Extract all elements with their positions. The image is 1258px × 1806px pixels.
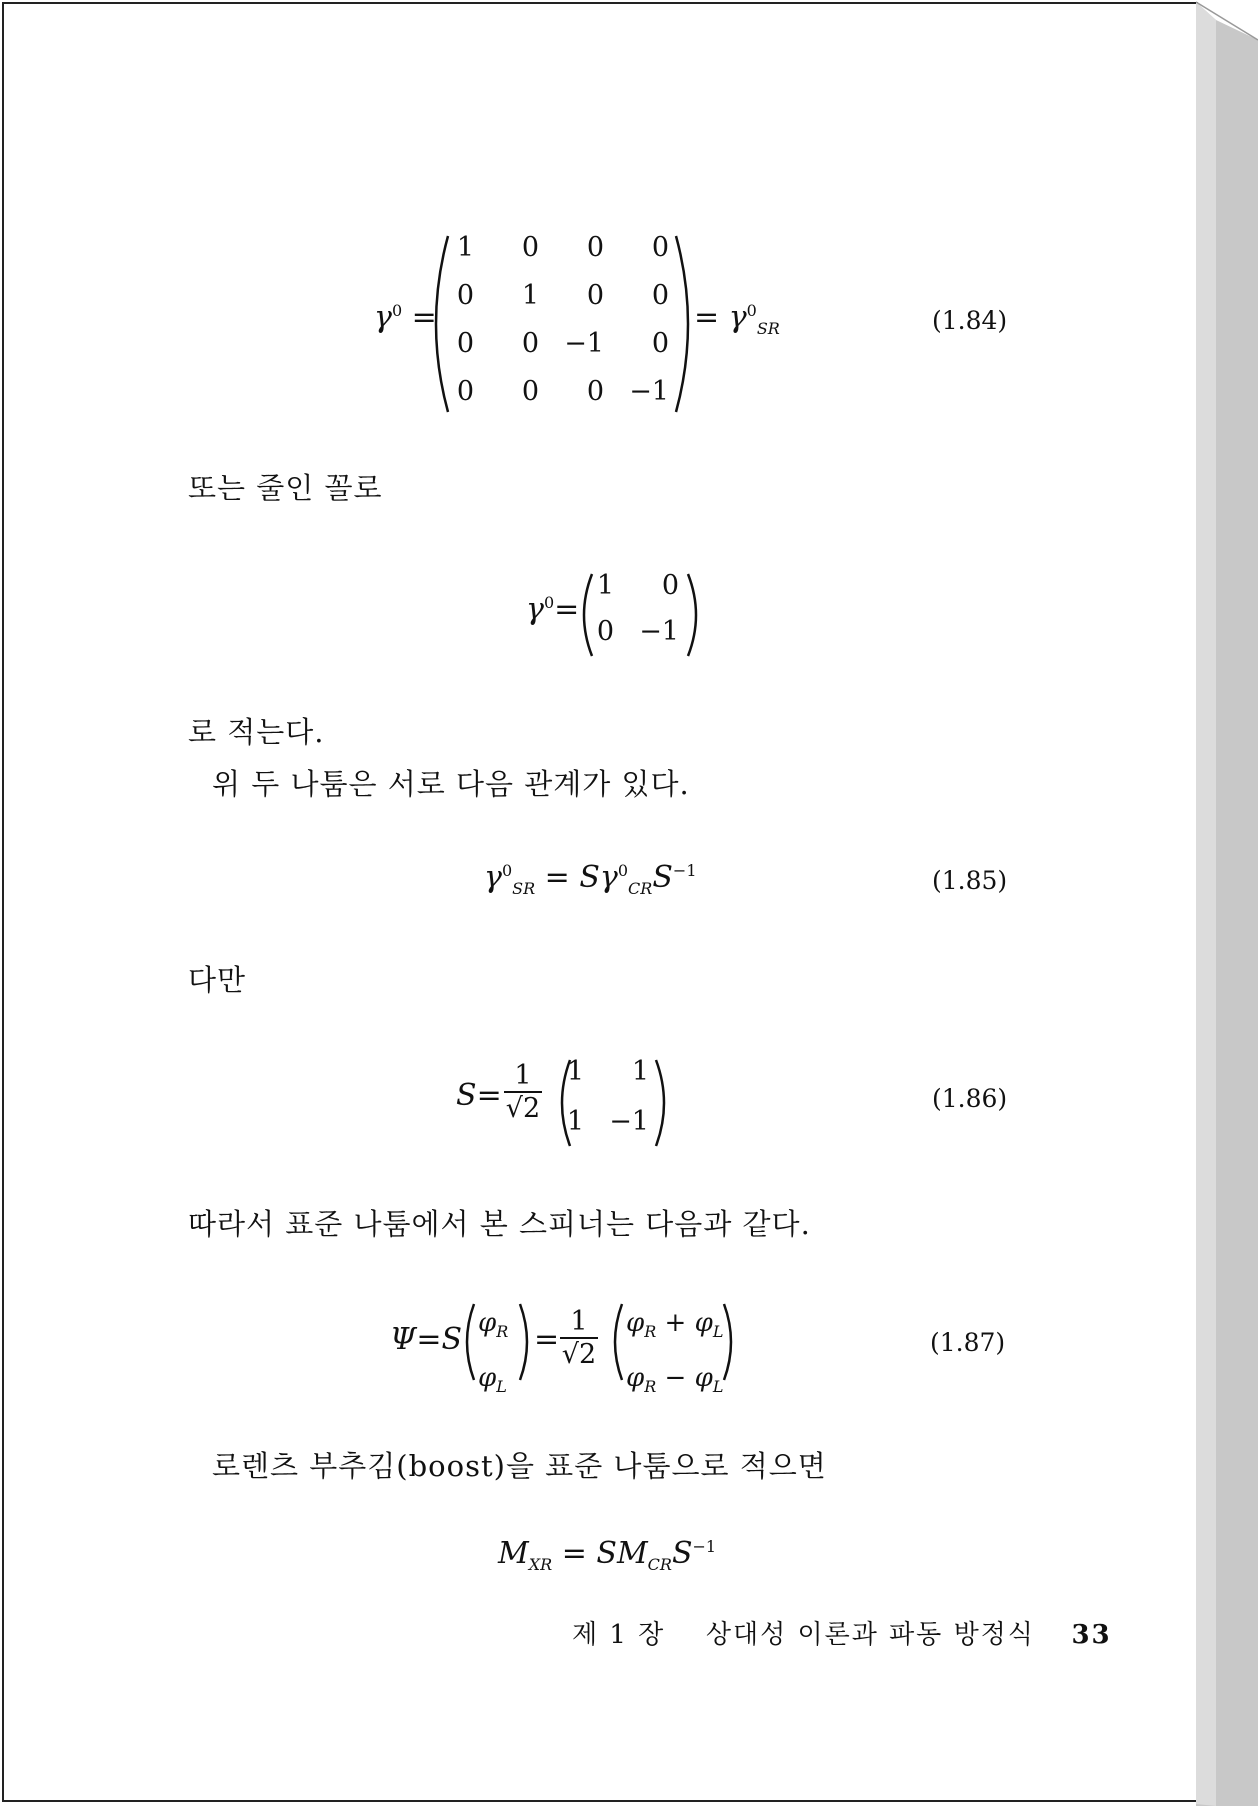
phi-sub: L: [496, 1377, 507, 1397]
chapter-title: 상대성 이론과 파동 방정식: [705, 1620, 1035, 1650]
left-bracket: [458, 1302, 478, 1382]
s-symbol: S: [456, 1078, 477, 1113]
m-sub: CR: [647, 1555, 672, 1574]
matrix-cell: −1: [639, 616, 679, 647]
gamma-sub: CR: [628, 879, 653, 898]
phi-sub: R: [496, 1322, 509, 1342]
s-symbol: S: [579, 860, 600, 895]
matrix-cell: 1: [521, 280, 539, 311]
phi-sub: L: [712, 1322, 724, 1342]
equation-number: (1.85): [932, 866, 1008, 895]
inverse-sup: −1: [672, 861, 697, 880]
spinor-combination: $\varphi_R + \varphi_L$ $\varphi_R - \varphi_L$: [626, 1308, 724, 1397]
paragraph-text: 따라서 표준 나툼에서 본 스피너는 다음과 같다.: [188, 1207, 811, 1241]
fraction: [560, 1306, 598, 1370]
phi-sub: L: [712, 1377, 724, 1397]
matrix-cell: 0: [456, 280, 474, 311]
fraction-numerator: 1: [504, 1060, 542, 1093]
right-bracket: [652, 1058, 674, 1148]
right-bracket: [684, 572, 706, 658]
matrix-cell: 0: [651, 232, 669, 263]
page-stack-edge: [1196, 0, 1258, 1806]
matrix-cell: 1: [456, 232, 474, 263]
m-symbol: M: [498, 1536, 529, 1571]
paragraph-text: 로렌츠 부추김(boost)을 표준 나툼으로 적으면: [212, 1449, 827, 1483]
paragraph-text: 다만: [188, 963, 247, 997]
phi-symbol: φ: [626, 1308, 645, 1338]
phi-symbol: φ: [694, 1308, 713, 1338]
eq-1-85: $\gamma^0_{SR} = S\gamma^0_{CR}S^{-1}$: [484, 860, 697, 898]
matrix-cell: 1: [566, 1056, 584, 1087]
equation-number: (1.86): [932, 1084, 1008, 1113]
matrix-cell: 1: [566, 1106, 584, 1137]
matrix-2x2: [534, 1056, 664, 1146]
running-footer: [572, 1614, 1112, 1651]
gamma-sup: 0: [501, 861, 513, 880]
matrix-cell: 0: [456, 376, 474, 407]
equals-sign: =: [534, 1322, 560, 1357]
left-bracket: [606, 1302, 626, 1382]
matrix-cell: 0: [521, 376, 539, 407]
spinor-vector: [478, 1300, 508, 1410]
matrix-2x2: [564, 570, 694, 660]
s-symbol: S: [441, 1322, 463, 1357]
book-page: [2, 2, 1198, 1802]
fraction-numerator: 1: [560, 1306, 598, 1339]
inverse-sup: −1: [692, 1537, 717, 1556]
gamma-sup: 0: [391, 301, 403, 320]
s-symbol: S: [596, 1536, 617, 1571]
gamma-sup: 0: [543, 593, 555, 612]
matrix-cell: 1: [596, 570, 614, 601]
psi-symbol: Ψ: [390, 1322, 417, 1357]
gamma-symbol: γ: [728, 300, 747, 335]
s-symbol: S: [652, 860, 673, 895]
matrix-cell: 0: [651, 280, 669, 311]
eq-short-lhs: $\gamma^0=$: [526, 592, 580, 627]
fraction-denominator: √2: [505, 1093, 541, 1124]
gamma-symbol: γ: [526, 592, 544, 627]
gamma-symbol: γ: [484, 860, 502, 895]
m-symbol: M: [616, 1536, 648, 1571]
matrix-cell: −1: [629, 376, 669, 407]
right-bracket: [720, 1302, 740, 1382]
phi-sub: R: [644, 1377, 657, 1397]
matrix-cell: 0: [586, 280, 604, 311]
fraction-denominator: √2: [561, 1339, 597, 1370]
paragraph-text: 로 적는다.: [188, 715, 325, 749]
matrix-cell: 0: [651, 328, 669, 359]
phi-symbol: φ: [694, 1363, 713, 1394]
right-bracket: [516, 1302, 536, 1382]
gamma-symbol: γ: [599, 860, 618, 895]
gamma-sup: 0: [746, 301, 757, 320]
eq-1-86-lhs: S=: [456, 1078, 502, 1113]
phi-symbol: φ: [478, 1308, 497, 1338]
equation-number: (1.84): [932, 306, 1008, 335]
matrix-cell: 0: [596, 616, 614, 647]
matrix-cell: 0: [521, 232, 539, 263]
equation-number: (1.87): [930, 1328, 1006, 1357]
matrix-cell: −1: [564, 328, 604, 359]
matrix-cell: 0: [586, 232, 604, 263]
gamma-sub: SR: [512, 879, 536, 898]
matrix-cell: 0: [521, 328, 539, 359]
phi-symbol: φ: [478, 1363, 497, 1394]
eq-1-84-lhs: $\gamma^0$ =: [374, 300, 437, 335]
matrix-cell: 1: [631, 1056, 649, 1087]
phi-sub: R: [644, 1322, 657, 1342]
page-number: 33: [1071, 1620, 1112, 1650]
gamma-symbol: γ: [374, 300, 392, 335]
s-symbol: S: [671, 1536, 693, 1571]
gamma-sup: 0: [617, 861, 629, 880]
eq-boost: $M_{XR} = SM_{CR}S^{-1}$: [498, 1536, 717, 1574]
matrix-cell: −1: [609, 1106, 649, 1137]
matrix-cell: 0: [456, 328, 474, 359]
gamma-sub: SR: [756, 319, 780, 338]
phi-symbol: φ: [626, 1363, 645, 1394]
matrix-4x4: [424, 232, 684, 412]
matrix-cell: 0: [661, 570, 679, 601]
paragraph-text: 또는 줄인 꼴로: [188, 471, 383, 505]
eq-1-87-lhs: Ψ=S: [390, 1322, 463, 1357]
chapter-label: 제 1 장: [572, 1620, 666, 1650]
m-sub: XR: [528, 1555, 553, 1574]
paragraph-text: 위 두 나툼은 서로 다음 관계가 있다.: [212, 767, 690, 801]
matrix-cell: 0: [586, 376, 604, 407]
eq-1-84-rhs: = $\gamma^0_{SR}$: [694, 300, 780, 338]
